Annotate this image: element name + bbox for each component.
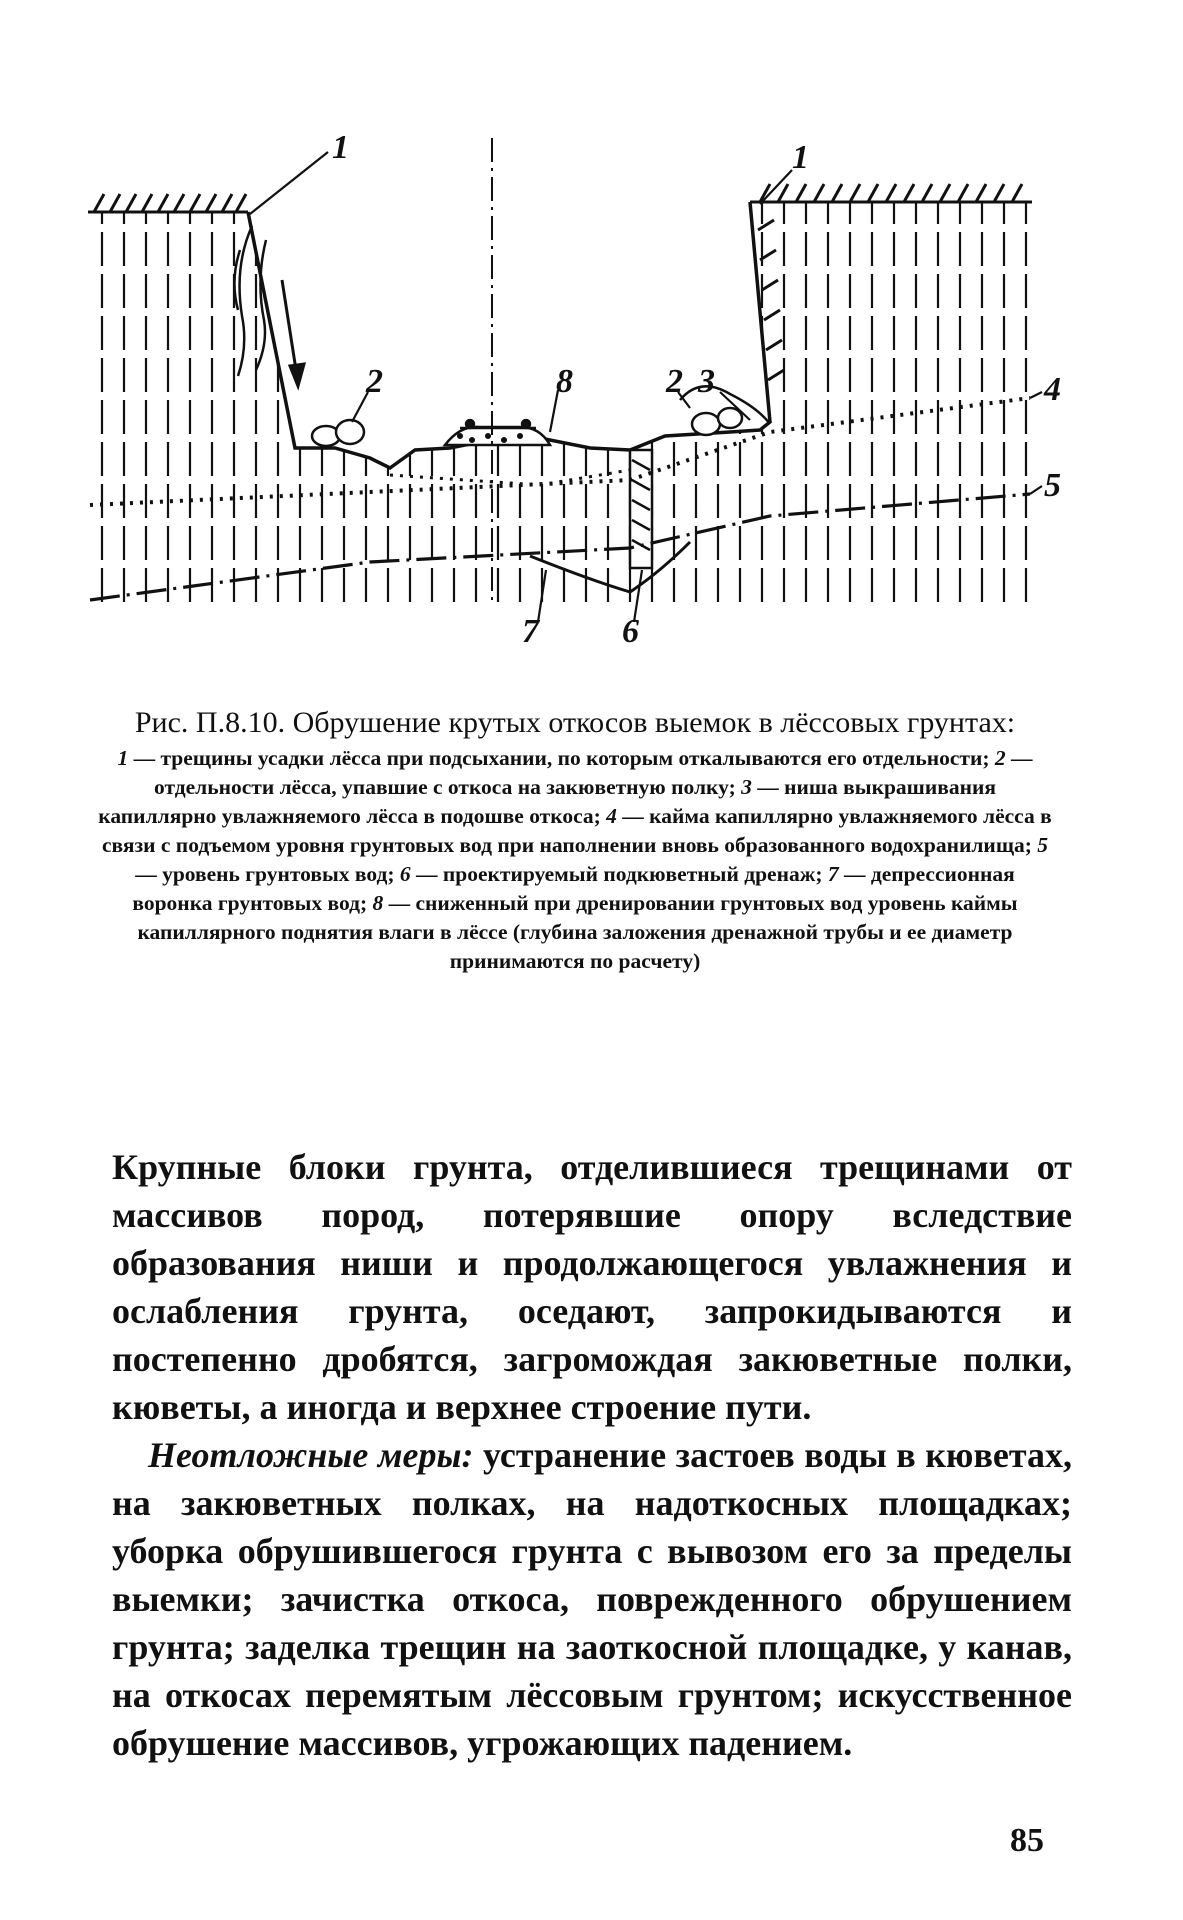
- groundwater-level-line: [90, 494, 1030, 600]
- legend-text: — трещины усадки лёсса при подсыхании, по которым откалываются его отдельности;: [128, 746, 995, 770]
- label-4: 4: [1044, 371, 1061, 408]
- label-1-left: 1: [332, 130, 349, 166]
- paragraph-2-lead: Неотложные меры:: [148, 1435, 474, 1475]
- loess-hatching: [102, 190, 1026, 610]
- legend-num: 2: [994, 746, 1006, 770]
- legend-num: 7: [827, 862, 839, 886]
- fallen-blocks-left: [312, 420, 364, 446]
- falling-arrow: [282, 280, 304, 386]
- label-2-right: 2: [666, 363, 683, 400]
- drain: [630, 450, 652, 568]
- caption-legend: [95, 744, 1055, 976]
- legend-num: 1: [117, 746, 129, 770]
- label-2-left: 2: [366, 363, 383, 400]
- lowered-fringe-line: [390, 470, 630, 485]
- ground-surface-left: [88, 194, 248, 212]
- label-6: 6: [622, 613, 639, 650]
- label-7: 7: [522, 613, 539, 650]
- legend-num: 4: [606, 804, 617, 828]
- crack-lines-left: [234, 226, 266, 376]
- legend-text: — кайма капиллярно увлажняемого лёсса в связи с подъемом уровня грунтовых вод при наполнении вновь образованного водохранилища;: [101, 804, 1052, 857]
- ground-surface-right: [750, 184, 1032, 202]
- capillary-fringe-line: [90, 398, 1030, 505]
- track-structure: [445, 420, 550, 445]
- paragraph-2-rest: устранение застоев воды в кюветах, на закюветных полках, на надоткосных площадках; уборка обрушившегося грунта с вывозом его за пределы выемки; зачистка откоса, поврежденного обрушением грунта; заделка трещин на заоткосной площадке, у канав, на откосах перемятым лёссовым грунтом; искусственное обрушение массивов, угрожающих падением.: [112, 1435, 1072, 1763]
- legend-text: — сниженный при дренировании грунтовых вод уровень каймы капиллярного поднятия влаги в лёссе (глубина заложения дренажной трубы и ее диаметр принимаются по расчету): [137, 891, 1018, 973]
- legend-num: 5: [1037, 833, 1049, 857]
- legend-text: — депрессионная воронка грунтовых вод;: [132, 862, 1015, 915]
- legend-text: — отдельности лёсса, упавшие с откоса на закюветную полку;: [154, 746, 1033, 799]
- legend-text: — проектируемый подкюветный дренаж;: [410, 862, 828, 886]
- label-3: 3: [698, 363, 715, 400]
- paragraph-1: Крупные блоки грунта, отделившиеся трещинами от массивов пород, потерявшие опору вследствие образования ниши и продолжающегося увлажнения и ослабления грунта, оседают, запрокидываются и постепенно дробятся, загромождая закюветные полки, кюветы, а иногда и верхнее строение пути.: [112, 1147, 1072, 1427]
- label-1-right: 1: [792, 139, 809, 176]
- figure-caption: [95, 705, 1055, 976]
- cutting-slope-diagram: [70, 130, 1070, 650]
- label-5: 5: [1044, 467, 1061, 504]
- legend-text: — ниша выкрашивания капиллярно увлажняемого лёсса в подошве откоса;: [98, 775, 996, 828]
- fallen-blocks-right: [680, 386, 770, 435]
- caption-title: Рис. П.8.10. Обрушение крутых откосов выемок в лёссовых грунтах:: [134, 706, 1016, 739]
- diagram-svg: [70, 130, 1070, 650]
- legend-num: 8: [372, 891, 384, 915]
- legend-text: — уровень грунтовых вод;: [135, 862, 400, 886]
- paragraph-2: [112, 1431, 1072, 1767]
- legend-num: 3: [741, 775, 752, 799]
- page-number: 85: [1010, 1822, 1044, 1859]
- body-text: [112, 1143, 1072, 1767]
- legend-num: 6: [399, 862, 411, 886]
- label-8: 8: [556, 363, 573, 400]
